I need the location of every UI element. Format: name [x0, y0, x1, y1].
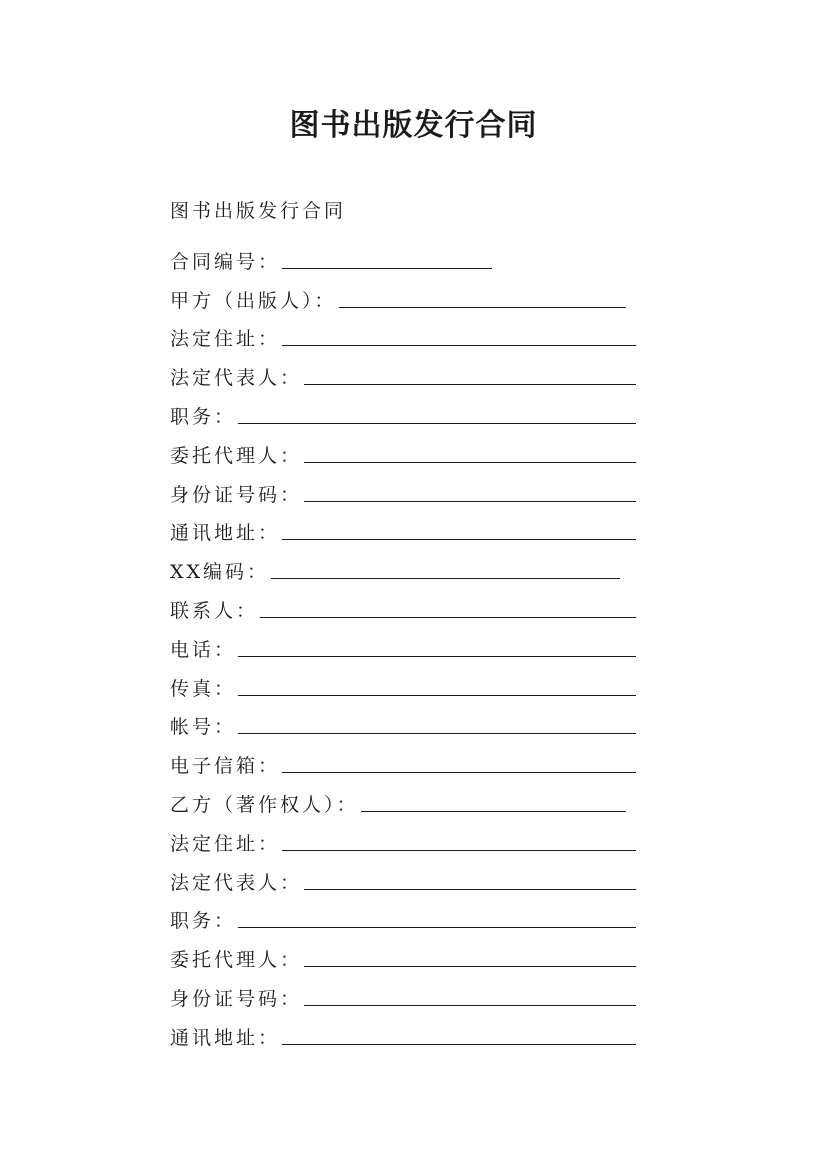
blank-fill-line[interactable] — [304, 966, 636, 967]
form-field-row — [170, 1011, 640, 1050]
field-label: 法定代表人： — [170, 871, 303, 894]
blank-fill-line[interactable] — [238, 695, 636, 696]
form-field-row — [170, 933, 640, 972]
form-field-row — [170, 778, 640, 817]
form-field-row — [170, 274, 640, 313]
form-field-row — [170, 817, 640, 856]
blank-fill-line[interactable] — [304, 1005, 636, 1006]
form-field-row — [170, 351, 640, 390]
field-label: 委托代理人： — [170, 949, 303, 972]
blank-fill-line[interactable] — [339, 307, 626, 308]
blank-fill-line[interactable] — [238, 927, 636, 928]
blank-fill-line[interactable] — [304, 501, 636, 502]
form-field-row — [170, 545, 640, 584]
document-title: 图书出版发行合同 — [289, 108, 538, 143]
form-field-row — [170, 584, 640, 623]
blank-fill-line[interactable] — [238, 656, 636, 657]
blank-fill-line[interactable] — [282, 268, 492, 269]
field-label: XX编码： — [170, 561, 270, 584]
form-field-row — [170, 856, 640, 895]
field-label: 法定住址： — [170, 328, 281, 351]
form-field-row — [170, 390, 640, 429]
form-field-row — [170, 662, 640, 701]
field-label: 联系人： — [170, 599, 259, 622]
blank-fill-line[interactable] — [282, 345, 636, 346]
blank-fill-line[interactable] — [238, 423, 636, 424]
blank-fill-line[interactable] — [282, 850, 636, 851]
form-field-row — [170, 235, 640, 274]
form-field-row — [170, 623, 640, 662]
contract-fields — [170, 235, 640, 1050]
field-label: 身份证号码： — [170, 483, 303, 506]
form-field-row — [170, 895, 640, 934]
field-label: 通讯地址： — [170, 1026, 281, 1049]
field-label: 甲方（出版人）： — [170, 289, 337, 312]
field-label: 合同编号： — [170, 250, 281, 273]
form-field-row — [170, 701, 640, 740]
blank-fill-line[interactable] — [282, 539, 636, 540]
field-label: 身份证号码： — [170, 987, 303, 1010]
blank-fill-line[interactable] — [304, 384, 636, 385]
form-field-row — [170, 468, 640, 507]
form-field-row — [170, 313, 640, 352]
blank-fill-line[interactable] — [282, 772, 636, 773]
field-label: 乙方（著作权人）： — [170, 793, 359, 816]
blank-fill-line[interactable] — [361, 811, 626, 812]
blank-fill-line[interactable] — [238, 733, 636, 734]
field-label: 法定住址： — [170, 832, 281, 855]
field-label: 电话： — [170, 638, 237, 661]
blank-fill-line[interactable] — [304, 889, 636, 890]
field-label: 电子信箱： — [170, 755, 281, 778]
field-label: 传真： — [170, 677, 237, 700]
blank-fill-line[interactable] — [304, 462, 636, 463]
blank-fill-line[interactable] — [260, 617, 636, 618]
field-label: 帐号： — [170, 716, 237, 739]
blank-fill-line[interactable] — [271, 578, 620, 579]
field-label: 法定代表人： — [170, 367, 303, 390]
document-subtitle: 图书出版发行合同 — [170, 200, 347, 222]
field-label: 委托代理人： — [170, 444, 303, 467]
field-label: 通讯地址： — [170, 522, 281, 545]
form-field-row — [170, 507, 640, 546]
field-label: 职务： — [170, 910, 237, 933]
form-field-row — [170, 972, 640, 1011]
field-label: 职务： — [170, 405, 237, 428]
blank-fill-line[interactable] — [282, 1044, 636, 1045]
form-field-row — [170, 739, 640, 778]
form-field-row — [170, 429, 640, 468]
